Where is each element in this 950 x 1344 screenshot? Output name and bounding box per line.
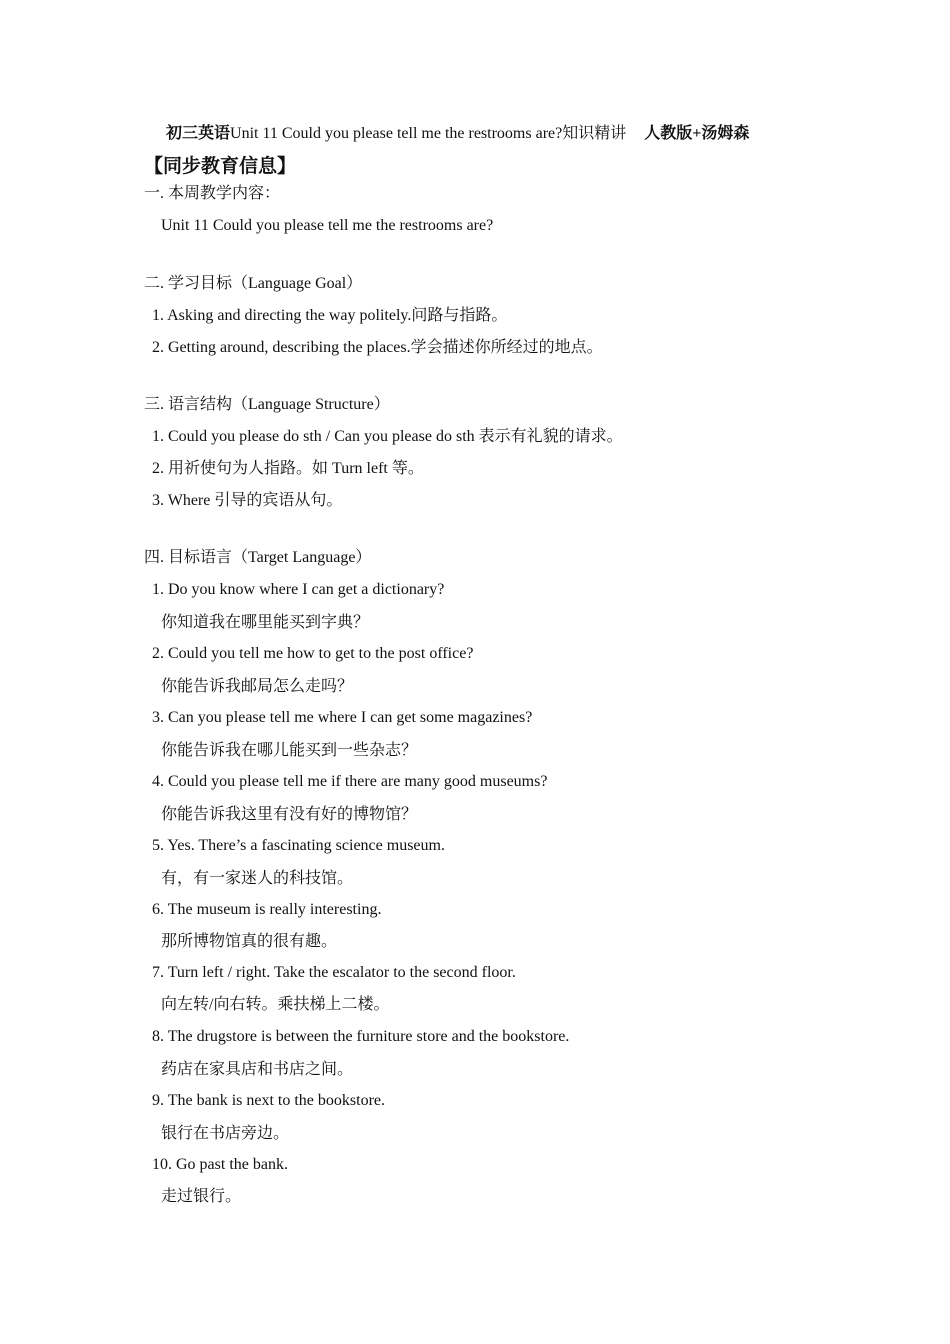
target-sentence-zh: 有，有一家迷人的科技馆。 <box>161 870 354 887</box>
target-sentence-zh: 药店在家具店和书店之间。 <box>161 1061 354 1078</box>
target-sentence-en: 1. Do you know where I can get a dictionary? <box>152 581 445 598</box>
document-title <box>166 120 749 143</box>
target-sentence-en: 3. Can you please tell me where I can get some magazines? <box>152 709 533 726</box>
section-2-line: 1. Asking and directing the way politely.问路与指路。 <box>152 307 508 324</box>
target-sentence-en: 10. Go past the bank. <box>152 1156 288 1173</box>
target-sentence-en: 9. The bank is next to the bookstore. <box>152 1092 385 1109</box>
target-sentence-en: 6. The museum is really interesting. <box>152 901 382 918</box>
title-prefix: 初三英语 <box>166 125 231 142</box>
target-sentence-en: 7. Turn left / right. Take the escalator to the second floor. <box>152 964 516 981</box>
target-sentence-en: 5. Yes. There’s a fascinating science museum. <box>152 837 445 854</box>
target-sentence-zh: 向左转/向右转。乘扶梯上二楼。 <box>161 996 390 1013</box>
title-main: Unit 11 Could you please tell me the restrooms are?知识精讲 <box>230 125 627 142</box>
target-sentence-en: 8. The drugstore is between the furniture store and the bookstore. <box>152 1028 570 1045</box>
target-sentence-zh: 银行在书店旁边。 <box>161 1125 290 1142</box>
section-3-title: 三. 语言结构（Language Structure） <box>144 396 390 413</box>
target-sentence-zh: 你知道我在哪里能买到字典？ <box>161 614 370 631</box>
section-3-line: 2. 用祈使句为人指路。如 Turn left 等。 <box>152 460 424 477</box>
section-1-title: 一. 本周教学内容： <box>144 185 281 202</box>
section-3-line: 3. Where 引导的宾语从句。 <box>152 492 343 509</box>
target-sentence-zh: 你能告诉我在哪儿能买到一些杂志？ <box>161 742 418 759</box>
target-sentence-zh: 走过银行。 <box>161 1188 242 1205</box>
target-sentence-en: 4. Could you please tell me if there are many good museums? <box>152 773 548 790</box>
section-4-title: 四. 目标语言（Target Language） <box>144 549 372 566</box>
target-sentence-zh: 那所博物馆真的很有趣。 <box>161 933 338 950</box>
target-sentence-zh: 你能告诉我这里有没有好的博物馆？ <box>161 806 418 823</box>
section-1-line: Unit 11 Could you please tell me the restrooms are? <box>161 217 494 234</box>
title-suffix: 人教版+汤姆森 <box>644 125 750 142</box>
section-2-line: 2. Getting around, describing the places.学会描述你所经过的地点。 <box>152 339 603 356</box>
section-3-line: 1. Could you please do sth / Can you please do sth 表示有礼貌的请求。 <box>152 428 623 445</box>
section-heading: 【同步教育信息】 <box>144 156 297 177</box>
section-2-title: 二. 学习目标（Language Goal） <box>144 275 363 292</box>
target-sentence-zh: 你能告诉我邮局怎么走吗？ <box>161 678 354 695</box>
target-sentence-en: 2. Could you tell me how to get to the post office? <box>152 645 474 662</box>
